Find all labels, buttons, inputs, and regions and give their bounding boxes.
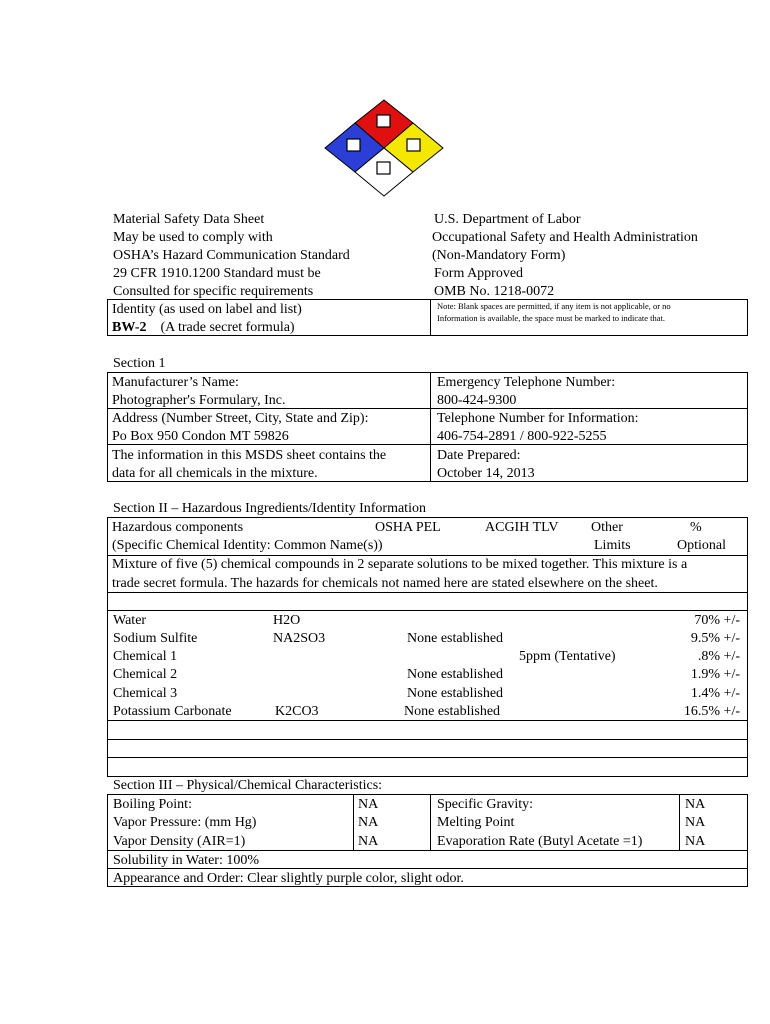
header-right-line-1: U.S. Department of Labor	[434, 212, 581, 227]
section3-title: Section III – Physical/Chemical Characteristics:	[113, 778, 383, 793]
property-label: Melting Point	[437, 815, 515, 830]
blank-spaces-note-1: Note: Blank spaces are permitted, if any item is not applicable, or no	[437, 301, 671, 311]
ingredient-formula: NA2SO3	[273, 631, 326, 646]
solubility: Solubility in Water: 100%	[113, 853, 259, 868]
date-prepared: October 14, 2013	[437, 466, 535, 481]
ingredient-pel: None established	[407, 631, 504, 646]
ingredient-pel: None established	[407, 667, 504, 682]
property-label: Boiling Point:	[113, 797, 192, 812]
ingredient-percent: 70% +/-	[694, 613, 740, 628]
emergency-phone-label: Emergency Telephone Number:	[437, 375, 616, 390]
mixture-description-2: trade secret formula. The hazards for chemicals not named here are stated elsewhere on the sheet.	[112, 576, 658, 591]
section2-title: Section II – Hazardous Ingredients/Identity Information	[113, 501, 426, 516]
header-right-line-3: (Non-Mandatory Form)	[432, 248, 566, 263]
appearance: Appearance and Order: Clear slightly purple color, slight odor.	[113, 871, 464, 886]
ingredient-formula: H2O	[273, 613, 301, 628]
property-value: NA	[685, 815, 706, 830]
section1-title: Section 1	[113, 356, 166, 371]
header-right-line-4: Form Approved	[434, 266, 524, 281]
ingredient-percent: .8% +/-	[697, 649, 740, 664]
property-value: NA	[358, 797, 379, 812]
info-phone-label: Telephone Number for Information:	[437, 411, 639, 426]
col-percent-sub: Optional	[677, 538, 726, 553]
header-right-line-2: Occupational Safety and Health Administration	[432, 230, 698, 245]
blank-spaces-note-2: Information is available, the space must be marked to indicate that.	[437, 313, 666, 323]
mixture-statement-1: The information in this MSDS sheet contains the	[112, 448, 387, 463]
property-value: NA	[358, 834, 379, 849]
header-left-line-1: Material Safety Data Sheet	[113, 212, 265, 227]
mixture-description-1: Mixture of five (5) chemical compounds in 2 separate solutions to be mixed together. This mixture is a	[112, 557, 688, 572]
special-box	[377, 162, 390, 174]
address-label: Address (Number Street, City, State and Zip):	[112, 411, 369, 426]
date-prepared-label: Date Prepared:	[437, 448, 521, 463]
nfpa-hazard-diamond-icon	[322, 99, 446, 197]
property-value: NA	[358, 815, 379, 830]
identity-label: Identity (as used on label and list)	[112, 302, 302, 317]
ingredient-name: Chemical 2	[113, 667, 178, 682]
ingredient-percent: 1.4% +/-	[690, 686, 740, 701]
product-note: (A trade secret formula)	[160, 320, 295, 335]
property-value: NA	[685, 797, 706, 812]
col-other-sub: Limits	[594, 538, 631, 553]
health-box	[347, 139, 360, 151]
ingredient-pel: None established	[404, 704, 501, 719]
col-hazardous-components: Hazardous components	[112, 520, 244, 535]
ingredient-percent: 1.9% +/-	[690, 667, 740, 682]
property-value: NA	[685, 834, 706, 849]
product-name: BW-2	[112, 320, 147, 335]
ingredient-name: Chemical 3	[113, 686, 178, 701]
flammability-box	[377, 115, 390, 127]
ingredient-formula: K2CO3	[275, 704, 319, 719]
ingredient-name: Water	[113, 613, 147, 628]
col-hazardous-components-sub: (Specific Chemical Identity: Common Name(s))	[112, 538, 383, 553]
product-identity	[112, 319, 295, 336]
property-label: Vapor Density (AIR=1)	[113, 834, 246, 849]
header-left-line-2: May be used to comply with	[113, 230, 273, 245]
ingredient-name: Potassium Carbonate	[113, 704, 232, 719]
header-left-line-5: Consulted for specific requirements	[113, 284, 314, 299]
ingredient-name: Sodium Sulfite	[113, 631, 198, 646]
reactivity-box	[407, 139, 420, 151]
ingredient-percent: 9.5% +/-	[690, 631, 740, 646]
col-percent: %	[690, 520, 702, 535]
ingredient-pel: None established	[407, 686, 504, 701]
property-label: Specific Gravity:	[437, 797, 534, 812]
header-left-line-3: OSHA’s Hazard Communication Standard	[113, 248, 350, 263]
header-left-line-4: 29 CFR 1910.1200 Standard must be	[113, 266, 321, 281]
property-label: Evaporation Rate (Butyl Acetate =1)	[437, 834, 643, 849]
ingredient-other-limits: 5ppm (Tentative)	[519, 649, 616, 664]
manufacturer-label: Manufacturer’s Name:	[112, 375, 239, 390]
address: Po Box 950 Condon MT 59826	[112, 429, 289, 444]
ingredient-name: Chemical 1	[113, 649, 178, 664]
ingredient-percent: 16.5% +/-	[683, 704, 740, 719]
manufacturer-name: Photographer's Formulary, Inc.	[112, 393, 286, 408]
info-phone: 406-754-2891 / 800-922-5255	[437, 429, 607, 444]
header-right-line-5: OMB No. 1218-0072	[434, 284, 555, 299]
col-other: Other	[591, 520, 623, 535]
property-label: Vapor Pressure: (mm Hg)	[113, 815, 257, 830]
mixture-statement-2: data for all chemicals in the mixture.	[112, 466, 318, 481]
col-osha-pel: OSHA PEL	[375, 520, 441, 535]
col-acgih-tlv: ACGIH TLV	[485, 520, 559, 535]
emergency-phone: 800-424-9300	[437, 393, 517, 408]
